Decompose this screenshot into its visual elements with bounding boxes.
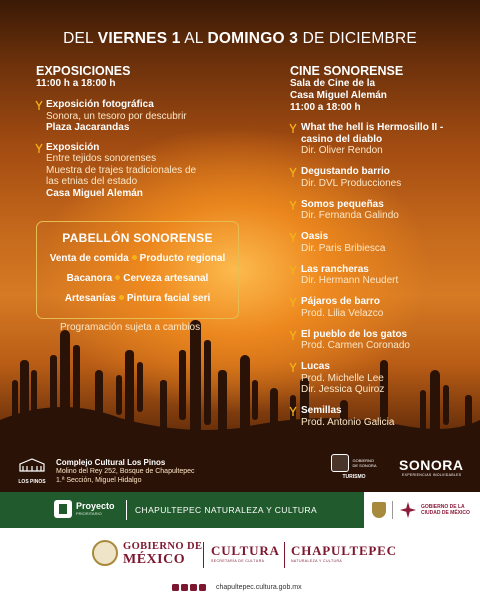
proyecto-icon (54, 500, 72, 518)
film-item (290, 264, 475, 287)
expo-item (36, 142, 256, 200)
website-link[interactable]: chapultepec.cultura.gob.mx (216, 584, 302, 591)
government-footer (0, 528, 480, 599)
pabellon-row: Venta de comida Producto regional (49, 253, 226, 264)
film-credit: Dir. Jessica Quiroz (301, 384, 385, 395)
leaf-bullet-icon (289, 123, 297, 133)
leaf-bullet-icon (289, 167, 297, 177)
cine-venue: Sala de Cine de la (290, 78, 376, 89)
exposiciones-section (36, 65, 256, 199)
pabellon-row: Artesanías Pintura facial seri (64, 293, 211, 304)
film-credit: Dir. DVL Producciones (301, 177, 402, 189)
pabellon-title: PABELLÓN SONORENSE (62, 231, 213, 245)
gobierno-de-mexico-logo: GOBIERNO DE MÉXICO (92, 540, 202, 566)
chapultepec-naturaleza-label: CHAPULTEPEC NATURALEZA Y CULTURA (135, 505, 318, 515)
cdmx-government-logo: GOBIERNO DE LA CIUDAD DE MÉXICO (364, 492, 480, 528)
expo-line: Muestra de trajes tradicionales de (46, 164, 197, 176)
partners-strip (0, 492, 480, 528)
dot-bullet-icon (119, 295, 124, 300)
divider (203, 542, 204, 568)
building-icon (19, 458, 45, 472)
social-links (172, 584, 302, 591)
film-credit: Dir. Hermann Neudert (301, 275, 399, 286)
film-credit: Prod. Lilia Velazco (301, 307, 384, 319)
film-item (290, 231, 475, 254)
exposiciones-hours: 11:00 h a 18:00 h (36, 78, 116, 89)
film-credit: Prod. Carmen Coronado (301, 340, 410, 351)
cine-hours: 11:00 a 18:00 h (290, 102, 361, 113)
film-title: Las rancheras (301, 263, 369, 275)
film-item (290, 329, 475, 352)
leaf-bullet-icon (289, 406, 297, 416)
sonora-shield-icon (331, 454, 349, 472)
cine-venue: Casa Miguel Alemán (290, 90, 387, 101)
dot-bullet-icon (132, 255, 137, 260)
chapultepec-sub: NATURALEZA Y CULTURA (291, 559, 343, 563)
cdmx-emblem-icon (399, 501, 417, 519)
pabellon-row: Bacanora Cerveza artesanal (66, 273, 209, 284)
film-item (290, 122, 475, 157)
expo-title: Exposición (46, 141, 100, 153)
turismo-sonora-logo: GOBIERNO DE SONORA TURISMO (326, 454, 382, 480)
venue-address: Molino del Rey 252, Bosque de Chapultepec (56, 468, 195, 475)
cultura-logo: CULTURA (211, 543, 280, 558)
cine-sonorense-section (290, 65, 475, 438)
film-item (290, 199, 475, 222)
film-title: Semillas (301, 405, 342, 416)
film-item (290, 405, 475, 428)
expo-place: Casa Miguel Alemán (46, 187, 143, 199)
facebook-icon[interactable] (172, 584, 179, 591)
twitter-icon[interactable] (181, 584, 188, 591)
film-title: Degustando barrio (301, 166, 390, 177)
national-seal-icon (92, 540, 118, 566)
sonora-logo: SONORA (399, 457, 464, 473)
venue-info (16, 458, 195, 485)
film-title: Oasis (301, 231, 329, 242)
leaf-bullet-icon (35, 143, 43, 153)
expo-title: Exposición fotográfica (46, 99, 154, 110)
venue-name: Complejo Cultural Los Pinos (56, 458, 166, 467)
expo-place: Plaza Jacarandas (46, 122, 130, 133)
instagram-icon[interactable] (190, 584, 197, 591)
pabellon-sonorense-box (36, 221, 239, 319)
leaf-bullet-icon (289, 265, 297, 275)
divider (284, 542, 285, 568)
cine-title: CINE SONORENSE (290, 64, 404, 78)
cultura-sub: SECRETARÍA DE CULTURA (211, 559, 265, 563)
expo-item (36, 99, 256, 134)
film-title: casino del diablo (301, 133, 383, 145)
film-item (290, 361, 475, 396)
film-item (290, 166, 475, 189)
film-title: Somos pequeñas (301, 198, 384, 210)
sonora-tagline: EXPERIENCIAS INOLVIDABLES (402, 473, 462, 477)
film-title: Pájaros de barro (301, 296, 380, 307)
youtube-icon[interactable] (199, 584, 206, 591)
film-credit: Dir. Fernanda Galindo (301, 210, 399, 221)
leaf-bullet-icon (289, 232, 297, 242)
leaf-bullet-icon (289, 200, 297, 210)
event-dates-headline: DEL VIERNES 1 AL DOMINGO 3 DE DICIEMBRE (63, 30, 417, 47)
coat-of-arms-icon (372, 502, 386, 518)
los-pinos-label: LOS PINOS (18, 479, 46, 485)
film-item (290, 296, 475, 319)
schedule-note: Programación sujeta a cambios (60, 322, 201, 333)
film-title: What the hell is Hermosillo II - (301, 122, 444, 133)
film-credit: Dir. Oliver Rendon (301, 145, 383, 156)
expo-line: Entre tejidos sonorenses (46, 153, 157, 164)
leaf-bullet-icon (289, 330, 297, 340)
leaf-bullet-icon (289, 362, 297, 372)
venue-address: 1.ª Sección, Miguel Hidalgo (56, 476, 142, 484)
film-title: El pueblo de los gatos (301, 328, 408, 340)
expo-line: las etnias del estado (46, 176, 138, 187)
film-credit: Dir. Paris Bribiesca (301, 242, 386, 254)
proyecto-prioritario-logo: Proyecto PRIORITARIO (54, 500, 115, 518)
exposiciones-title: EXPOSICIONES (36, 64, 131, 78)
leaf-bullet-icon (289, 297, 297, 307)
film-title: Lucas (301, 361, 330, 372)
film-credit: Prod. Antonio Galicia (301, 416, 395, 428)
film-credit: Prod. Michelle Lee (301, 372, 384, 384)
chapultepec-logo: CHAPULTEPEC (291, 543, 397, 558)
leaf-bullet-icon (35, 100, 43, 110)
divider (126, 500, 127, 520)
dot-bullet-icon (115, 275, 120, 280)
expo-line: Sonora, un tesoro por descubrir (46, 110, 187, 122)
los-pinos-logo (16, 458, 48, 485)
